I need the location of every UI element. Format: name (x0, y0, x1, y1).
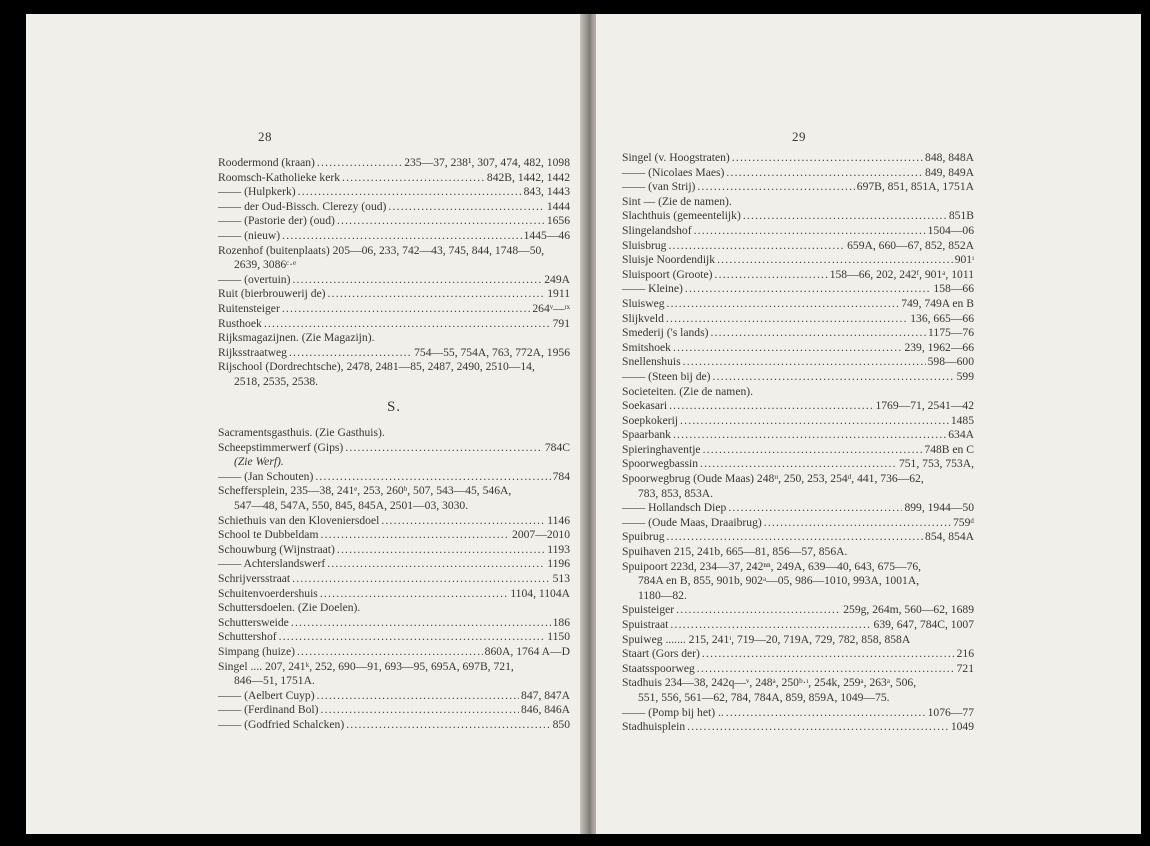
leader-dots (728, 501, 902, 516)
index-entry (622, 224, 974, 239)
leader-dots (337, 543, 545, 558)
index-entry (218, 514, 570, 529)
entry-continuation: 2518, 2535, 2538. (234, 374, 319, 388)
leader-dots (700, 457, 897, 472)
entry-continuation: 547—48, 547A, 550, 845, 845A, 2501—03, 3030. (234, 499, 469, 513)
index-entry (218, 317, 570, 332)
leader-dots (279, 630, 546, 645)
leader-dots (697, 662, 955, 677)
entry-term: Schiethuis van den Kloveniersdoel (218, 513, 380, 527)
entry-term: Slachthuis (gemeentelijk) (622, 209, 741, 223)
entry-term: —— (Pastorie der) (oud) (218, 214, 335, 228)
entry-term: —— Kleine) (622, 282, 683, 296)
entry-references: 784C (544, 440, 570, 454)
leader-dots (764, 516, 951, 531)
leader-dots (291, 616, 551, 631)
leader-dots (388, 200, 544, 215)
index-entry (622, 706, 974, 721)
entry-references: 751, 753, 753A, (898, 457, 974, 471)
entry-references: 2007—2010 (512, 528, 570, 542)
index-entry (218, 287, 570, 302)
leader-dots (320, 703, 519, 718)
entry-references: 264ᵛ—ᶦˣ (532, 301, 570, 315)
entry-term: Soepkokerij (622, 413, 679, 427)
entry-term: School te Dubbeldam (218, 528, 319, 542)
entry-term: —— (van Strij) (622, 180, 696, 194)
entry-references: 598—600 (927, 355, 974, 369)
leader-dots (381, 514, 545, 529)
entry-references: 899, 1944—50 (904, 501, 974, 515)
entry-references: 1146 (547, 513, 570, 527)
entry-references: 721 (956, 661, 974, 675)
leader-dots (328, 287, 546, 302)
leader-dots (320, 587, 508, 602)
entry-references: 1193 (547, 542, 570, 556)
index-entry: Sacramentsgasthuis. (Zie Gasthuis). (218, 426, 385, 440)
index-entry: Societeiten. (Zie de namen). (622, 384, 754, 398)
entry-term: Schouwburg (Wijnstraat) (218, 542, 335, 556)
entry-references: 851B (948, 209, 974, 223)
entry-term: Ruit (bierbrouwerij de) (218, 287, 326, 301)
index-entry (218, 703, 570, 718)
entry-term: Snellenshuis (622, 355, 681, 369)
leader-dots (673, 341, 902, 356)
index-entry (218, 273, 570, 288)
index-entry (622, 443, 974, 458)
entry-references: 901ᶦ (954, 253, 974, 267)
left-page (26, 14, 584, 834)
entry-term: —— der Oud-Bissch. Clerezy (oud) (218, 199, 387, 213)
entry-references: 842B, 1442, 1442 (486, 170, 570, 184)
index-entry: Stadhuis 234—38, 242q—ᵛ, 248ᵃ, 250ᵇ·ᶦ, 254k, 259ᵃ, 263ᵃ, 506, (622, 676, 917, 690)
entry-references: 848, 848A (925, 151, 974, 164)
leader-dots (298, 185, 522, 200)
entry-term: —— (Nicolaes Maes) (622, 165, 725, 179)
leader-dots (743, 209, 947, 224)
leader-dots (694, 224, 926, 239)
index-entry (218, 346, 570, 361)
index-entry (218, 200, 570, 215)
entry-term: Staart (Gors der) (622, 647, 700, 661)
index-entry (622, 282, 974, 297)
entry-references: 749, 749A en B (901, 296, 974, 310)
index-entry (218, 572, 570, 587)
leader-dots (732, 151, 923, 166)
entry-references: 599 (956, 369, 974, 383)
entry-term: Slijkveld (622, 311, 664, 325)
entry-term: —— (Oude Maas, Draaibrug) (622, 515, 762, 529)
leader-dots (669, 399, 873, 414)
entry-references: 639, 647, 784C, 1007 (873, 618, 974, 631)
entry-references: 158—66, 202, 242ᶠ, 901ᵃ, 1011 (829, 267, 974, 281)
leader-dots (717, 253, 953, 268)
entry-references: 754—55, 754A, 763, 772A, 1956 (414, 345, 570, 359)
leader-dots (670, 618, 871, 633)
index-entry: Scheffersplein, 235—38, 241ᵉ, 253, 260ᵇ, 507, 543—45, 546A, (218, 484, 512, 498)
leader-dots (264, 317, 551, 332)
index-entry (622, 516, 974, 531)
index-entry (218, 528, 570, 543)
index-entry (218, 470, 570, 485)
entry-term: Spuibrug (622, 530, 665, 544)
entry-references: 249A (544, 272, 570, 286)
entry-references: 784 (552, 469, 570, 483)
entry-term: Roomsch-Katholieke kerk (218, 170, 341, 184)
leader-dots (666, 312, 908, 327)
leader-dots (668, 239, 845, 254)
index-entry (218, 645, 570, 660)
entry-term: —— (Jan Schouten) (218, 469, 314, 483)
page-number: 28 (258, 129, 272, 144)
index-entry (218, 587, 570, 602)
entry-references: 1769—71, 2541—42 (875, 399, 974, 413)
entry-references: 697B, 851, 851A, 1751A (856, 180, 974, 194)
entry-term: Simpang (huize) (218, 645, 295, 658)
section-letter: S. (386, 398, 402, 415)
index-entry (218, 557, 570, 572)
index-entry: Rijksmagazijnen. (Zie Magazijn). (218, 331, 375, 345)
entry-term: —— (Godfried Schalcken) (218, 717, 345, 731)
index-entry (622, 253, 974, 268)
entry-term: Spaarbank (622, 428, 671, 442)
entry-references: 1076—77 (927, 705, 974, 719)
entry-references: 235—37, 238¹, 307, 474, 482, 1098 (404, 156, 570, 169)
index-entry (622, 647, 974, 662)
index-entry (622, 166, 974, 181)
entry-references: 850 (552, 717, 570, 731)
entry-term: Soekasari (622, 399, 668, 413)
index-entry (622, 326, 974, 341)
index-entry (622, 312, 974, 327)
leader-dots (667, 297, 900, 312)
index-entry: Schuttersdoelen. (Zie Doelen). (218, 601, 361, 615)
entry-references: 1196 (547, 557, 570, 571)
leader-dots (327, 557, 545, 572)
index-entry (218, 156, 570, 171)
index-entry (622, 209, 974, 224)
leader-dots (346, 718, 550, 733)
entry-references: 849, 849A (925, 165, 974, 179)
leader-dots (667, 530, 924, 545)
entry-references: 1049 (950, 720, 974, 734)
entry-references: 847, 847A (521, 688, 570, 702)
index-entry (622, 370, 974, 385)
index-entry (218, 185, 570, 200)
leader-dots (702, 647, 955, 662)
leader-dots (297, 645, 483, 660)
entry-term: Singel (v. Hoogstraten) (622, 151, 730, 164)
entry-term: Stadhuisplein (622, 720, 686, 734)
entry-references: 216 (956, 647, 974, 661)
entry-term: —— Hollandsch Diep (622, 501, 727, 515)
index-entry (218, 214, 570, 229)
leader-dots (292, 572, 550, 587)
leader-dots (713, 370, 955, 385)
leader-dots (710, 326, 926, 341)
index-entry: Singel .... 207, 241ᵏ, 252, 690—91, 693—95, 695A, 697B, 721, (218, 659, 514, 673)
entry-term: —— (Ferdinand Bol) (218, 703, 319, 717)
entry-continuation: 784A en B, 855, 901b, 902ᵃ—05, 986—1010, 993A, 1001A, (638, 574, 920, 588)
leader-dots (342, 171, 485, 186)
leader-dots (282, 229, 521, 244)
entry-term: Spieringhaventje (622, 442, 701, 456)
entry-term: Roodermond (kraan) (218, 156, 315, 169)
index-entry (218, 302, 570, 317)
entry-continuation: 846—51, 1751A. (234, 674, 315, 688)
entry-references: 1485 (950, 413, 974, 427)
entry-term: Spuistraat (622, 618, 669, 631)
entry-term: Spoorwegbassin (622, 457, 698, 471)
leader-dots (687, 720, 949, 735)
leader-dots (680, 414, 949, 429)
index-column (218, 156, 570, 733)
entry-term: Schuttershof (218, 630, 277, 644)
entry-references: 1150 (547, 630, 570, 644)
index-entry (218, 689, 570, 704)
right-page (596, 14, 1141, 834)
entry-references: 634A (948, 428, 974, 442)
entry-references: 854, 854A (925, 530, 974, 544)
entry-references: 791 (552, 316, 570, 330)
leader-dots (676, 603, 841, 618)
entry-references: 136, 665—66 (910, 311, 974, 325)
entry-term: —— (Hulpkerk) (218, 185, 296, 199)
leader-dots (726, 166, 923, 181)
index-entry (622, 239, 974, 254)
entry-references: 513 (552, 572, 570, 586)
entry-term: —— (Pomp bij het) .. (622, 705, 724, 719)
page-number: 29 (792, 129, 806, 144)
index-entry: Spuipoort 223d, 234—37, 242ⁿⁿ, 249A, 639—40, 643, 675—76, (622, 559, 922, 573)
entry-term: —— (Aelbert Cuyp) (218, 688, 315, 702)
entry-term: Rijksstraatweg (218, 345, 287, 359)
entry-references: 186 (552, 615, 570, 629)
index-column (622, 151, 974, 735)
entry-term: Ruitensteiger (218, 301, 280, 315)
leader-dots (292, 273, 542, 288)
leader-dots (337, 214, 545, 229)
entry-continuation: 783, 853, 853A. (638, 486, 714, 500)
index-entry (218, 718, 570, 733)
entry-term: Schuttersweide (218, 615, 289, 629)
index-entry (218, 171, 570, 186)
entry-references: 659A, 660—67, 852, 852A (847, 238, 974, 252)
entry-references: 259g, 264m, 560—62, 1689 (843, 603, 974, 617)
entry-references: 1175—76 (928, 326, 974, 340)
leader-dots (289, 346, 412, 361)
entry-references: 158—66 (933, 282, 974, 296)
index-entry (622, 151, 974, 166)
leader-dots (697, 180, 854, 195)
entry-references: 1656 (546, 214, 570, 228)
index-entry (622, 180, 974, 195)
entry-term: Smederij ('s lands) (622, 326, 709, 340)
entry-references: 1911 (547, 287, 570, 301)
index-entry (218, 543, 570, 558)
entry-term: Sluisweg (622, 296, 665, 310)
entry-continuation: 1180—82. (638, 588, 687, 602)
leader-dots (726, 706, 926, 721)
index-entry (622, 268, 974, 283)
entry-term: Slingelandshof (622, 223, 692, 237)
leader-dots (317, 156, 402, 171)
entry-references: 1445—46 (523, 228, 570, 242)
entry-references: 843, 1443 (523, 185, 570, 199)
entry-term: Schrijversstraat (218, 572, 291, 586)
entry-term: —— (Steen bij de) (622, 369, 711, 383)
leader-dots (345, 441, 543, 456)
entry-term: —— Achterslandswerf (218, 557, 326, 571)
entry-references: 846, 846A (521, 703, 570, 717)
entry-references: 1444 (546, 199, 570, 213)
index-entry (622, 457, 974, 472)
index-entry (622, 414, 974, 429)
entry-term: —— (nieuw) (218, 228, 281, 242)
index-entry (622, 297, 974, 312)
entry-references: 239, 1962—66 (904, 340, 974, 354)
index-entry (218, 441, 570, 456)
entry-references: 1104, 1104A (510, 586, 570, 600)
index-entry (218, 616, 570, 631)
leader-dots (715, 268, 828, 283)
entry-continuation: 2639, 3086ᶜ·ᵉ (234, 258, 296, 272)
leader-dots (703, 443, 923, 458)
index-entry: Spuiweg ....... 215, 241ᶦ, 719—20, 719A, 729, 782, 858, 858A (622, 632, 911, 646)
leader-dots (683, 355, 926, 370)
index-entry (622, 618, 974, 633)
index-entry: Sint — (Zie de namen). (622, 194, 732, 208)
index-entry: Rijschool (Dordrechtsche), 2478, 2481—85, 2487, 2490, 2510—14, (218, 360, 535, 374)
entry-references: 748B en C (924, 442, 974, 456)
entry-term: Sluisje Noordendijk (622, 253, 716, 267)
leader-dots (282, 302, 531, 317)
leader-dots (317, 689, 519, 704)
entry-term: —— (overtuin) (218, 272, 291, 286)
entry-term: Staatsspoorweg (622, 661, 695, 675)
leader-dots (685, 282, 932, 297)
entry-term: Sluispoort (Groote) (622, 267, 713, 281)
leader-dots (320, 528, 510, 543)
index-entry (218, 229, 570, 244)
entry-term: Rusthoek (218, 316, 262, 330)
index-entry: (Zie Werf). (234, 455, 284, 469)
index-entry: Spuihaven 215, 241b, 665—81, 856—57, 856A. (622, 545, 848, 559)
entry-term: Scheepstimmerwerf (Gips) (218, 440, 344, 454)
entry-continuation: 551, 556, 561—62, 784, 784A, 859, 859A, 1049—75. (638, 690, 890, 704)
entry-term: Spuisteiger (622, 603, 675, 617)
index-entry (622, 355, 974, 370)
index-entry (622, 720, 974, 735)
entry-references: 860A, 1764 A—D (484, 645, 570, 658)
index-entry: Spoorwegbrug (Oude Maas) 248ᶦᶦ, 250, 253, 254ᵈ, 441, 736—62, (622, 472, 924, 486)
index-entry (622, 603, 974, 618)
entry-term: Sluisbrug (622, 238, 667, 252)
index-entry (622, 399, 974, 414)
index-entry: Rozenhof (buitenplaats) 205—06, 233, 742—43, 745, 844, 1748—50, (218, 243, 545, 257)
entry-term: Smitshoek (622, 340, 671, 354)
index-entry (218, 630, 570, 645)
index-entry (622, 501, 974, 516)
index-entry (622, 341, 974, 356)
entry-references: 1504—06 (927, 223, 974, 237)
leader-dots (315, 470, 550, 485)
entry-references: 759ᵈ (953, 515, 974, 529)
index-entry (622, 662, 974, 677)
index-entry (622, 428, 974, 443)
entry-term: Schuitenvoerdershuis (218, 586, 318, 600)
index-entry (622, 530, 974, 545)
leader-dots (673, 428, 946, 443)
